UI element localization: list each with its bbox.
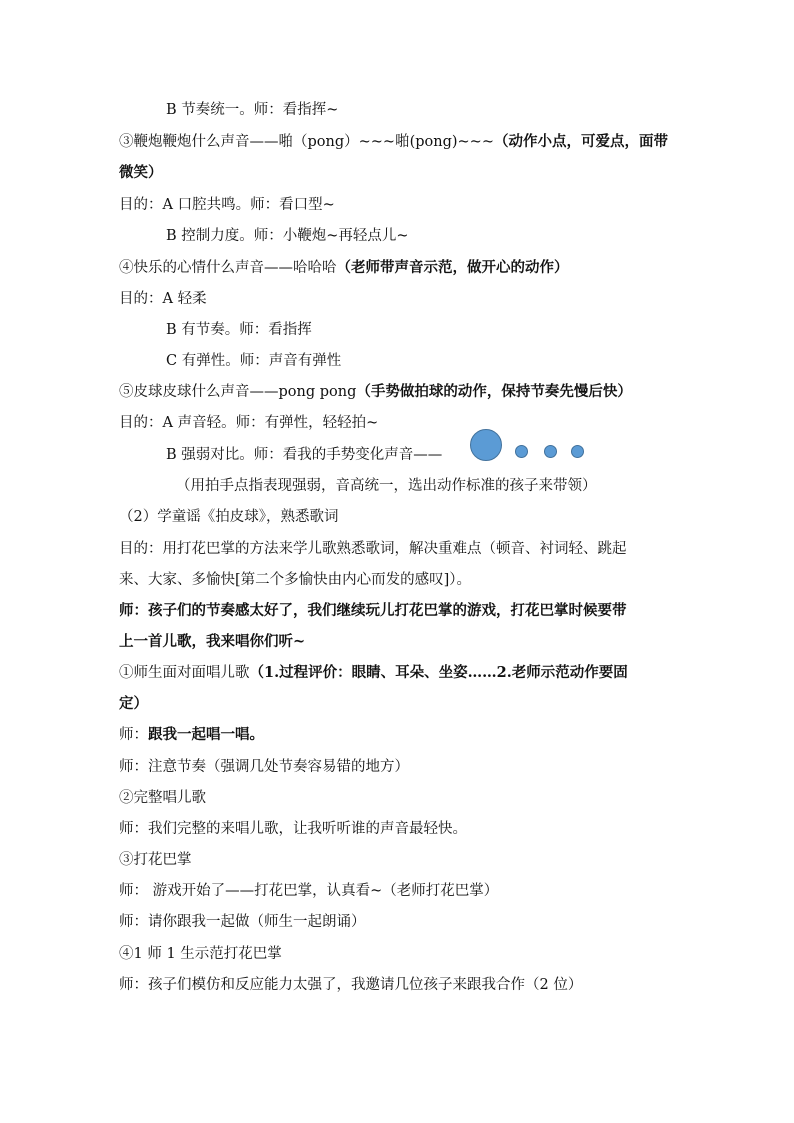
line-8: B 有节奏。师：看指挥: [166, 322, 312, 338]
small-circle-icon: [544, 445, 557, 458]
small-circle-icon: [571, 445, 584, 458]
line-18: 上一首儿歌，我来唱你们听~: [119, 633, 306, 650]
line-26: 师： 游戏开始了——打花巴掌，认真看~（老师打花巴掌）: [119, 883, 499, 899]
line-9: C 有弹性。师：声音有弹性: [166, 353, 342, 369]
line-24: 师：我们完整的来唱儿歌，让我听听谁的声音最轻快。: [119, 821, 467, 837]
line-27: 师：请你跟我一起做（师生一起朗诵）: [119, 914, 366, 930]
line-25: ③打花巴掌: [119, 852, 192, 868]
line-15: 目的：用打花巴掌的方法来学儿歌熟悉歌词，解决重难点（顿音、衬词轻、跳起: [119, 541, 627, 557]
line-13: （用拍手点指表现强弱，音高统一，选出动作标准的孩子来带领）: [176, 478, 597, 494]
line-2: ③鞭炮鞭炮什么声音——啪（pong）~~~啪(pong)~~~（动作小点，可爱点，面带: [119, 133, 668, 150]
line-6: ④快乐的心情什么声音——哈哈哈（老师带声音示范，做开心的动作）: [119, 259, 569, 276]
line-20: 定）: [119, 695, 148, 712]
line-28: ④1 师 1 生示范打花巴掌: [119, 946, 282, 962]
line-5: B 控制力度。师：小鞭炮~再轻点儿~: [166, 228, 409, 244]
line-19: ①师生面对面唱儿歌（1.过程评价：眼睛、耳朵、坐姿……2.老师示范动作要固: [119, 664, 628, 681]
line-22: 师：注意节奏（强调几处节奏容易错的地方）: [119, 759, 409, 775]
line-23: ②完整唱儿歌: [119, 790, 206, 806]
line-17: 师：孩子们的节奏感太好了，我们继续玩儿打花巴掌的游戏，打花巴掌时候要带: [119, 602, 627, 619]
line-11: 目的：A 声音轻。师：有弹性，轻轻拍~: [119, 415, 379, 431]
line-29: 师：孩子们模仿和反应能力太强了，我邀请几位孩子来跟我合作（2 位）: [119, 977, 583, 993]
small-circle-icon: [515, 445, 528, 458]
line-4: 目的：A 口腔共鸣。师：看口型~: [119, 197, 335, 213]
line-16: 来、大家、多愉快[第二个多愉快由内心而发的感叹]）。: [119, 572, 472, 588]
line-21: 师：跟我一起唱一唱。: [119, 726, 264, 743]
line-7: 目的：A 轻柔: [119, 291, 207, 307]
large-circle-icon: [470, 429, 502, 461]
line-10: ⑤皮球皮球什么声音——pong pong（手势做拍球的动作，保持节奏先慢后快）: [119, 383, 632, 400]
line-12: B 强弱对比。师：看我的手势变化声音——: [166, 447, 443, 463]
line-1: B 节奏统一。师：看指挥~: [166, 102, 339, 118]
line-3: 微笑）: [119, 164, 163, 181]
line-14: （2）学童谣《拍皮球》，熟悉歌词: [119, 509, 339, 525]
